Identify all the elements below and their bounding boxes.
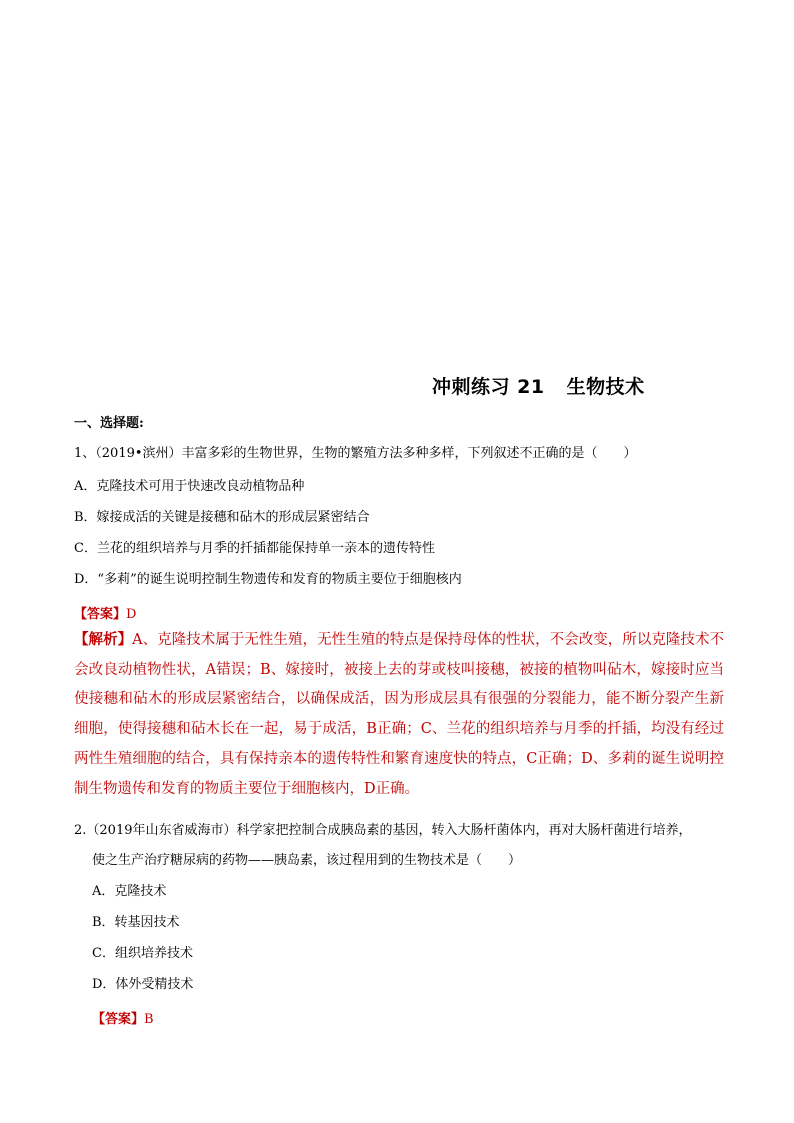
q1-option-d: D．“多莉”的诞生说明控制生物遗传和发育的物质主要位于细胞核内 [74,572,462,587]
q2-option-b: B．转基因技术 [92,915,180,930]
q2-option-a: A．克隆技术 [92,884,167,899]
q2-answer-value: B [144,1012,154,1027]
q2-stem-line2: 使之生产治疗糖尿病的药物——胰岛素，该过程用到的生物技术是（ ） [92,853,522,868]
q2-answer [92,1008,154,1027]
document-title [432,372,645,399]
q1-option-b: B．嫁接成活的关键是接穗和砧木的形成层紧密结合 [74,510,370,525]
q1-answer-value: D [126,607,137,622]
q1-answer [74,603,136,622]
title-main: 冲刺练习 21 [432,376,545,398]
q1-answer-label: 【答案】 [74,607,127,622]
section-heading: 一、选择题: [74,416,144,431]
q2-option-d: D．体外受精技术 [92,977,194,992]
q1-stem: 1、（2019•滨州）丰富多彩的生物世界，生物的繁殖方法多种多样，下列叙述不正确的是（ ） [74,446,637,461]
q2-answer-label: 【答案】 [92,1012,145,1027]
title-sub: 生物技术 [566,376,645,398]
q1-analysis-label: 【解析】 [74,631,133,648]
q1-analysis [74,625,724,804]
q2-option-c: C．组织培养技术 [92,946,193,961]
q1-option-c: C．兰花的组织培养与月季的扦插都能保持单一亲本的遗传特性 [74,541,435,556]
q1-option-a: A．克隆技术可用于快速改良动植物品种 [74,479,305,494]
q2-stem-line1: 2.（2019年山东省威海市）科学家把控制合成胰岛素的基因，转入大肠杆菌体内，再对大肠杆菌进行培养， [74,823,692,838]
q1-analysis-text: A、克隆技术属于无性生殖，无性生殖的特点是保持母体的性状，不会改变，所以克隆技术不会改良动植物性状，A错误；B、嫁接时，被接上去的芽或枝叫接穗，被接的植物叫砧木，嫁接时应当使接穗和砧木的形成层紧密结合，以确保成活，因为形成层具有很强的分裂能力，能不断分裂产生新细胞，使得接穗和砧木长在一起，易于成活，B正确；C、兰花的组织培养与月季的扦插，均没有经过两性生殖细胞的结合，具有保持亲本的遗传特性和繁育速度快的特点，C正确；D、多莉的诞生说明控制生物遗传和发育的物质主要位于细胞核内，D正确。 [74,632,725,797]
